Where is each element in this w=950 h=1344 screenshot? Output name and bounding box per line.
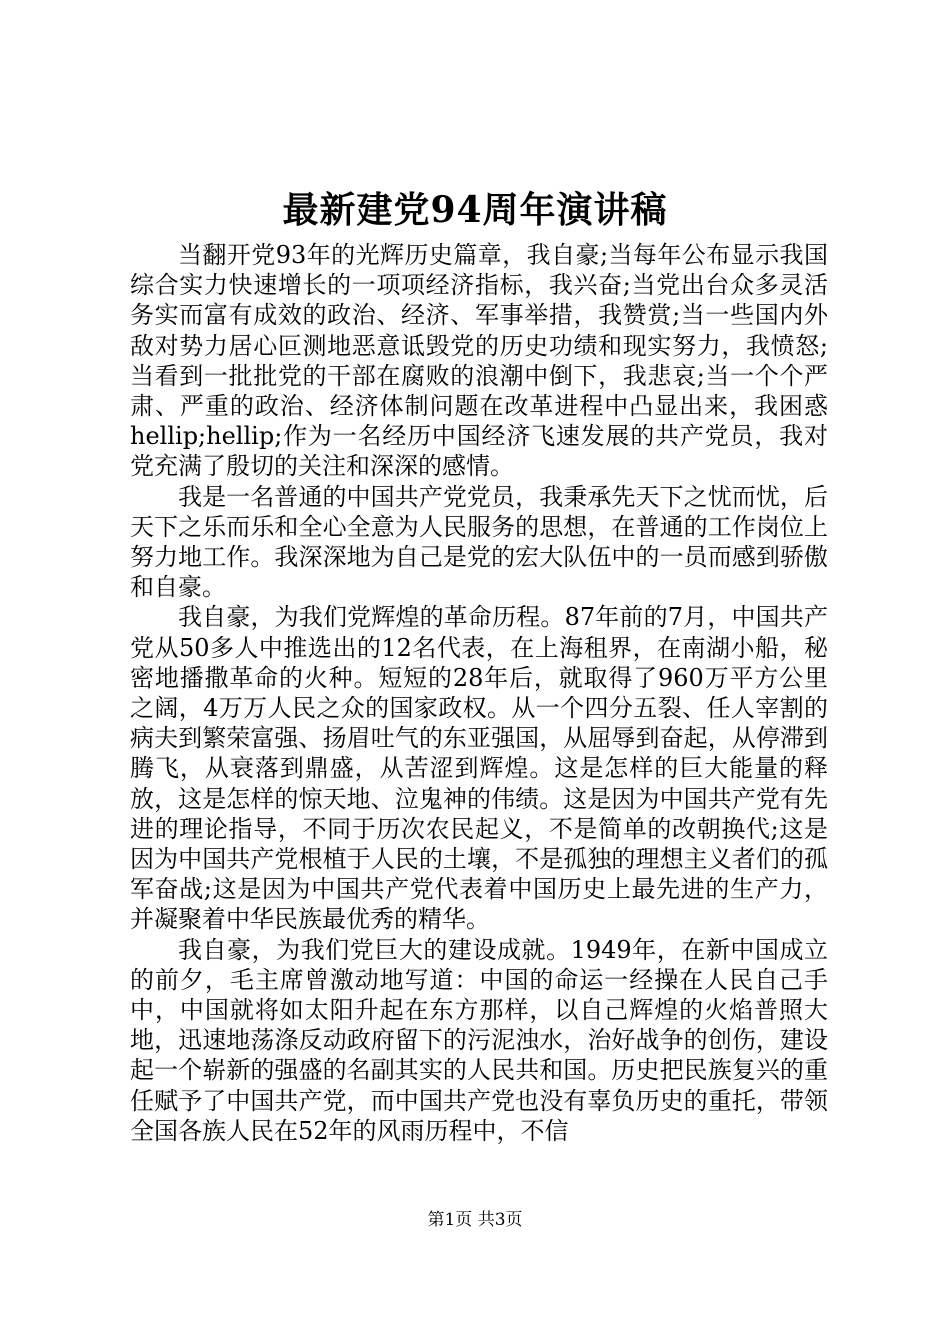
page-footer: 第1页 共3页	[427, 1210, 523, 1230]
paragraph: 当翻开党93年的光辉历史篇章，我自豪;当每年公布显示我国综合实力快速增长的一项项经济指标，我兴奋;当党出台众多灵活务实而富有成效的政治、经济、军事举措，我赞赏;当一些国内外敌对势力居心叵测地恶意诋毁党的历史功绩和现实努力，我愤怒;当看到一批批党的干部在腐败的浪潮中倒下，我悲哀;当一个个严肃、严重的政治、经济体制问题在改革进程中凸显出来，我困惑hellip;hellip;作为一名经历中国经济飞速发展的共产党员，我对党充满了殷切的关注和深深的感情。	[130, 241, 828, 481]
document-title: 最新建党94周年演讲稿	[282, 189, 668, 231]
paragraph: 我自豪，为我们党辉煌的革命历程。87年前的7月，中国共产党从50多人中推选出的12名代表，在上海租界，在南湖小船，秘密地播撒革命的火种。短短的28年后，就取得了960万平方公里之阔，4万万人民之众的国家政权。从一个四分五裂、任人宰割的病夫到繁荣富强、扬眉吐气的东亚强国，从屈辱到奋起，从停滞到腾飞，从衰落到鼎盛，从苦涩到辉煌。这是怎样的巨大能量的释放，这是怎样的惊天地、泣鬼神的伟绩。这是因为中国共产党有先进的理论指导，不同于历次农民起义，不是简单的改朝换代;这是因为中国共产党根植于人民的土壤，不是孤独的理想主义者们的孤军奋战;这是因为中国共产党代表着中国历史上最先进的生产力，并凝聚着中华民族最优秀的精华。	[130, 603, 828, 934]
paragraph: 我是一名普通的中国共产党党员，我秉承先天下之忧而忧，后天下之乐而乐和全心全意为人民服务的思想，在普通的工作岗位上努力地工作。我深深地为自己是党的宏大队伍中的一员而感到骄傲和自豪。	[130, 482, 828, 602]
paragraph: 我自豪，为我们党巨大的建设成就。1949年，在新中国成立的前夕，毛主席曾激动地写道：中国的命运一经操在人民自己手中，中国就将如太阳升起在东方那样，以自己辉煌的火焰普照大地，迅速地荡涤反动政府留下的污泥浊水，治好战争的创伤，建设起一个崭新的强盛的名副其实的人民共和国。历史把民族复兴的重任赋予了中国共产党，而中国共产党也没有辜负历史的重托，带领全国各族人民在52年的风雨历程中，不信	[130, 935, 828, 1145]
document-body	[130, 240, 828, 1146]
